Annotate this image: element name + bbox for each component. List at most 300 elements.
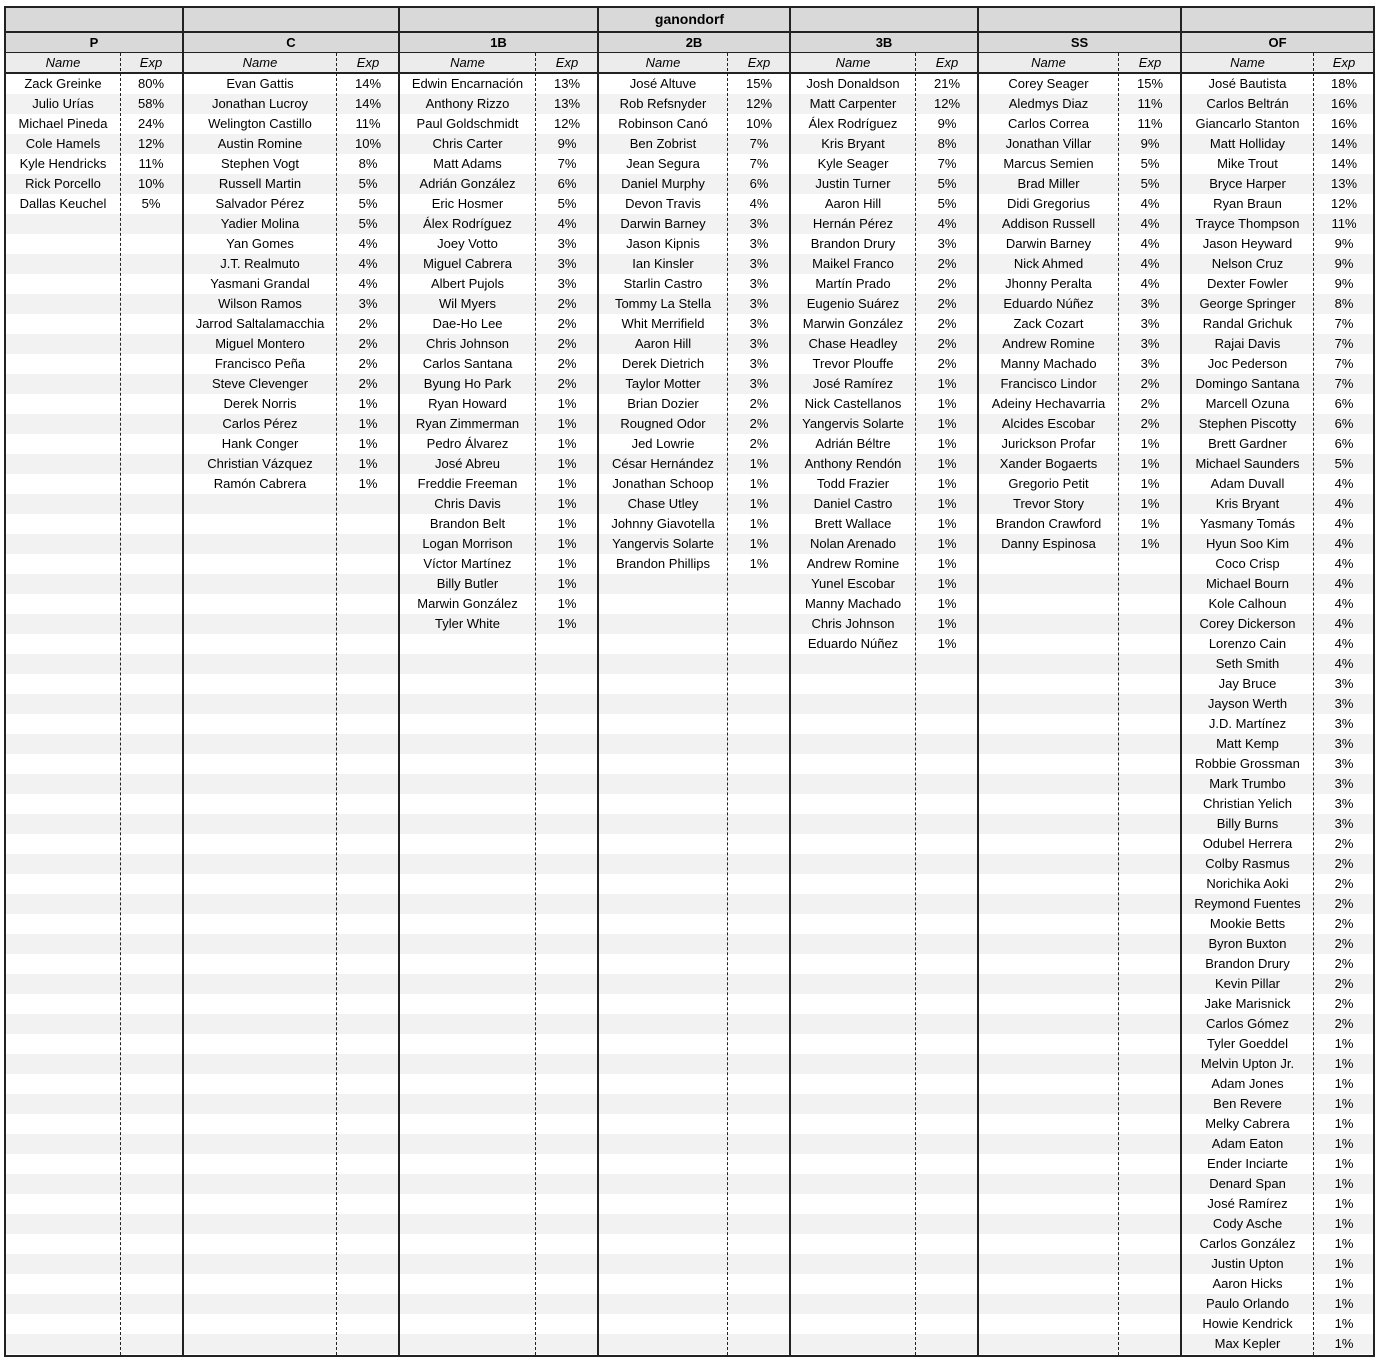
player-name: Marcus Semien	[1003, 156, 1094, 171]
table-row	[1182, 974, 1373, 994]
table-row	[184, 234, 398, 254]
table-row	[6, 994, 182, 1014]
player-name: Joey Votto	[437, 236, 498, 251]
player-exposure: 2%	[358, 356, 378, 371]
player-name: Yangervis Solarte	[802, 416, 904, 431]
player-exposure: 1%	[358, 396, 378, 411]
player-rows	[6, 74, 182, 1354]
position-header: C	[184, 33, 398, 53]
table-row	[184, 1074, 398, 1094]
player-name: Tommy La Stella	[614, 296, 712, 311]
table-row	[791, 294, 977, 314]
player-name: Ender Inciarte	[1207, 1156, 1288, 1171]
player-name: Dexter Fowler	[1207, 276, 1288, 291]
table-row	[6, 74, 182, 94]
player-name: Ryan Zimmerman	[415, 416, 520, 431]
table-row	[400, 1114, 597, 1134]
table-row	[791, 354, 977, 374]
player-exposure: 2%	[1334, 976, 1354, 991]
player-exposure: 6%	[1334, 416, 1354, 431]
table-row	[400, 294, 597, 314]
player-name: Josh Donaldson	[806, 76, 900, 91]
table-row	[6, 274, 182, 294]
table-row	[1182, 294, 1373, 314]
player-exposure: 1%	[1334, 1336, 1354, 1351]
table-row	[979, 1134, 1180, 1154]
table-row	[979, 154, 1180, 174]
table-row	[184, 334, 398, 354]
table-row	[979, 734, 1180, 754]
name-column-header: Name	[242, 55, 278, 70]
table-row	[599, 814, 789, 834]
player-name: Jed Lowrie	[631, 436, 695, 451]
table-row	[6, 1014, 182, 1034]
player-exposure: 2%	[358, 336, 378, 351]
table-row	[791, 854, 977, 874]
player-name: Álex Rodríguez	[423, 216, 512, 231]
table-row	[979, 454, 1180, 474]
player-name: Nick Castellanos	[804, 396, 902, 411]
table-row	[184, 654, 398, 674]
table-row	[791, 274, 977, 294]
table-row	[979, 334, 1180, 354]
table-row	[184, 134, 398, 154]
player-name: Taylor Motter	[625, 376, 701, 391]
player-exposure: 5%	[1140, 156, 1160, 171]
column-divider	[120, 53, 121, 1355]
player-name: Bryce Harper	[1209, 176, 1286, 191]
player-name: Trevor Plouffe	[812, 356, 894, 371]
table-row	[184, 1314, 398, 1334]
table-row	[400, 834, 597, 854]
player-name: Jonathan Schoop	[612, 476, 714, 491]
table-row	[184, 374, 398, 394]
table-row	[979, 174, 1180, 194]
player-name: Daniel Castro	[813, 496, 893, 511]
player-name: Carlos González	[1199, 1236, 1296, 1251]
table-row	[979, 1094, 1180, 1114]
player-exposure: 1%	[749, 476, 769, 491]
player-rows	[184, 74, 398, 1354]
player-exposure: 3%	[749, 296, 769, 311]
player-exposure: 3%	[937, 236, 957, 251]
player-exposure: 3%	[1140, 356, 1160, 371]
player-name: Tyler Goeddel	[1207, 1036, 1288, 1051]
table-row	[184, 954, 398, 974]
table-row	[791, 214, 977, 234]
player-name: Yan Gomes	[226, 236, 294, 251]
table-row	[1182, 574, 1373, 594]
player-name: Max Kepler	[1214, 1336, 1281, 1351]
table-row	[400, 654, 597, 674]
player-name: Yunel Escobar	[811, 576, 895, 591]
table-row	[791, 694, 977, 714]
table-row	[400, 514, 597, 534]
player-exposure: 9%	[937, 116, 957, 131]
table-row	[1182, 1134, 1373, 1154]
player-name: Matt Carpenter	[809, 96, 897, 111]
table-row	[184, 754, 398, 774]
name-column-header: Name	[1230, 55, 1265, 70]
table-row	[979, 994, 1180, 1014]
player-exposure: 9%	[1334, 236, 1354, 251]
table-row	[400, 1314, 597, 1334]
table-row	[979, 134, 1180, 154]
table-row	[599, 1274, 789, 1294]
player-name: Carlos Correa	[1008, 116, 1089, 131]
table-row	[791, 614, 977, 634]
table-row	[184, 1194, 398, 1214]
table-row	[791, 174, 977, 194]
table-row	[400, 714, 597, 734]
player-exposure: 3%	[358, 296, 378, 311]
player-name: Carlos Santana	[422, 356, 513, 371]
table-row	[791, 94, 977, 114]
table-row	[599, 1294, 789, 1314]
table-row	[400, 274, 597, 294]
player-exposure: 4%	[1334, 596, 1354, 611]
player-exposure: 1%	[937, 556, 957, 571]
table-row	[6, 254, 182, 274]
table-row	[400, 414, 597, 434]
player-name: Jurickson Profar	[1001, 436, 1096, 451]
table-row	[791, 594, 977, 614]
player-name: Corey Seager	[1008, 76, 1089, 91]
table-row	[6, 614, 182, 634]
table-row	[6, 714, 182, 734]
player-name: Melvin Upton Jr.	[1200, 1056, 1295, 1071]
table-row	[979, 554, 1180, 574]
table-row	[599, 634, 789, 654]
table-row	[400, 1294, 597, 1314]
player-exposure: 11%	[138, 156, 164, 171]
table-row	[184, 194, 398, 214]
table-row	[599, 954, 789, 974]
table-row	[791, 434, 977, 454]
table-row	[1182, 854, 1373, 874]
table-row	[599, 1254, 789, 1274]
player-exposure: 1%	[937, 496, 957, 511]
player-name: Gregorio Petit	[1008, 476, 1089, 491]
player-exposure: 3%	[557, 236, 577, 251]
player-exposure: 13%	[553, 76, 581, 91]
table-row	[6, 654, 182, 674]
table-row	[979, 114, 1180, 134]
player-name: Jayson Werth	[1207, 696, 1288, 711]
player-exposure: 4%	[1334, 576, 1354, 591]
table-row	[6, 234, 182, 254]
table-row	[791, 134, 977, 154]
player-exposure: 15%	[1136, 76, 1164, 91]
column-divider	[535, 53, 536, 1355]
player-exposure: 1%	[557, 556, 577, 571]
table-row	[400, 694, 597, 714]
player-exposure: 4%	[1140, 256, 1160, 271]
player-exposure: 6%	[1334, 396, 1354, 411]
player-exposure: 1%	[1140, 436, 1160, 451]
table-row	[6, 554, 182, 574]
table-row	[1182, 1094, 1373, 1114]
table-row	[1182, 1114, 1373, 1134]
player-name: Steve Clevenger	[211, 376, 309, 391]
table-row	[184, 294, 398, 314]
table-row	[1182, 74, 1373, 94]
table-row	[400, 1194, 597, 1214]
player-exposure: 4%	[749, 196, 769, 211]
player-exposure: 12%	[137, 136, 165, 151]
player-name: Wil Myers	[438, 296, 497, 311]
table-row	[6, 314, 182, 334]
table-row	[979, 794, 1180, 814]
table-row	[1182, 314, 1373, 334]
player-exposure: 2%	[937, 256, 957, 271]
player-name: Norichika Aoki	[1206, 876, 1289, 891]
player-exposure: 2%	[937, 276, 957, 291]
table-row	[400, 94, 597, 114]
table-row	[184, 714, 398, 734]
player-exposure: 3%	[749, 216, 769, 231]
player-exposure: 1%	[1334, 1216, 1354, 1231]
player-exposure: 2%	[937, 336, 957, 351]
player-exposure: 4%	[1140, 196, 1160, 211]
player-name: Marwin González	[802, 316, 904, 331]
player-exposure: 7%	[749, 156, 769, 171]
player-exposure: 5%	[358, 216, 378, 231]
player-exposure: 1%	[557, 536, 577, 551]
table-row	[400, 854, 597, 874]
player-name: Andrew Romine	[806, 556, 900, 571]
table-row	[184, 594, 398, 614]
player-name: Ramón Cabrera	[213, 476, 307, 491]
position-header: 1B	[400, 33, 597, 53]
table-row	[791, 574, 977, 594]
player-exposure: 2%	[358, 376, 378, 391]
table-row	[979, 914, 1180, 934]
table-row	[184, 694, 398, 714]
table-row	[1182, 1294, 1373, 1314]
player-name: Rick Porcello	[25, 176, 101, 191]
table-row	[599, 1074, 789, 1094]
table-row	[979, 934, 1180, 954]
player-exposure: 3%	[749, 236, 769, 251]
player-exposure: 1%	[749, 536, 769, 551]
player-exposure: 80%	[137, 76, 165, 91]
player-exposure: 4%	[1334, 556, 1354, 571]
player-exposure: 8%	[937, 136, 957, 151]
table-row	[791, 1334, 977, 1354]
player-name: Ryan Howard	[428, 396, 507, 411]
exp-column-header: Exp	[1332, 55, 1356, 70]
table-row	[6, 194, 182, 214]
player-name: Ian Kinsler	[632, 256, 694, 271]
table-row	[979, 894, 1180, 914]
table-row	[6, 854, 182, 874]
table-row	[6, 874, 182, 894]
player-exposure: 3%	[1334, 776, 1354, 791]
table-row	[979, 854, 1180, 874]
table-row	[6, 214, 182, 234]
table-row	[599, 334, 789, 354]
player-name: Manny Machado	[1000, 356, 1097, 371]
player-exposure: 21%	[933, 76, 961, 91]
table-row	[184, 1274, 398, 1294]
player-exposure: 8%	[358, 156, 378, 171]
player-name: Freddie Freeman	[417, 476, 518, 491]
table-row	[979, 1014, 1180, 1034]
table-row	[1182, 1334, 1373, 1354]
table-row	[979, 94, 1180, 114]
player-exposure: 4%	[1334, 616, 1354, 631]
player-exposure: 8%	[1334, 296, 1354, 311]
player-name: Kris Bryant	[821, 136, 885, 151]
table-row	[979, 1194, 1180, 1214]
player-name: Didi Gregorius	[1006, 196, 1091, 211]
name-column-header: Name	[645, 55, 681, 70]
player-exposure: 11%	[1331, 216, 1357, 231]
table-row	[184, 554, 398, 574]
player-exposure: 10%	[137, 176, 165, 191]
table-row	[1182, 174, 1373, 194]
table-row	[1182, 714, 1373, 734]
player-exposure: 1%	[1334, 1116, 1354, 1131]
player-exposure: 1%	[1334, 1276, 1354, 1291]
table-row	[6, 1234, 182, 1254]
exp-column-header: Exp	[747, 55, 771, 70]
player-exposure: 2%	[557, 296, 577, 311]
table-row	[1182, 154, 1373, 174]
table-row	[6, 974, 182, 994]
table-row	[184, 774, 398, 794]
table-row	[1182, 794, 1373, 814]
player-exposure: 1%	[749, 516, 769, 531]
table-row	[400, 934, 597, 954]
player-name: Edwin Encarnación	[411, 76, 524, 91]
player-name: Marwin González	[417, 596, 518, 611]
table-row	[400, 614, 597, 634]
position-block-1b	[398, 8, 597, 1355]
table-row	[184, 114, 398, 134]
player-exposure: 1%	[557, 616, 577, 631]
table-row	[791, 994, 977, 1014]
player-exposure: 2%	[1334, 856, 1354, 871]
table-row	[400, 234, 597, 254]
table-row	[1182, 534, 1373, 554]
player-name: Jarrod Saltalamacchia	[195, 316, 325, 331]
table-row	[979, 394, 1180, 414]
position-header: SS	[979, 33, 1180, 53]
player-exposure: 2%	[557, 376, 577, 391]
player-name: Anthony Rizzo	[425, 96, 510, 111]
table-row	[400, 494, 597, 514]
table-row	[1182, 474, 1373, 494]
player-exposure: 3%	[749, 276, 769, 291]
table-row	[400, 1214, 597, 1234]
player-name: Chris Carter	[432, 136, 503, 151]
name-column-header: Name	[835, 55, 871, 70]
player-exposure: 1%	[1334, 1076, 1354, 1091]
player-name: Francisco Peña	[214, 356, 306, 371]
player-exposure: 1%	[937, 436, 957, 451]
table-row	[1182, 754, 1373, 774]
player-exposure: 9%	[1334, 276, 1354, 291]
player-exposure: 1%	[1334, 1056, 1354, 1071]
position-block-ss	[977, 8, 1180, 1355]
player-exposure: 1%	[358, 456, 378, 471]
player-name: Lorenzo Cain	[1208, 636, 1287, 651]
table-row	[791, 934, 977, 954]
table-row	[599, 494, 789, 514]
table-row	[599, 534, 789, 554]
player-exposure: 1%	[557, 576, 577, 591]
table-row	[599, 914, 789, 934]
table-row	[979, 634, 1180, 654]
table-row	[6, 814, 182, 834]
player-exposure: 1%	[937, 416, 957, 431]
player-exposure: 7%	[1334, 336, 1354, 351]
table-row	[6, 1214, 182, 1234]
table-row	[6, 294, 182, 314]
table-row	[6, 1194, 182, 1214]
player-name: Odubel Herrera	[1202, 836, 1293, 851]
table-row	[979, 1054, 1180, 1074]
player-name: Starlin Castro	[623, 276, 703, 291]
player-name: Logan Morrison	[422, 536, 513, 551]
table-row	[599, 774, 789, 794]
player-name: Rajai Davis	[1214, 336, 1281, 351]
table-row	[400, 154, 597, 174]
player-exposure: 1%	[1334, 1296, 1354, 1311]
player-name: Marcell Ozuna	[1205, 396, 1290, 411]
table-row	[979, 574, 1180, 594]
table-row	[599, 1174, 789, 1194]
table-row	[184, 1234, 398, 1254]
table-row	[400, 914, 597, 934]
player-exposure: 3%	[749, 256, 769, 271]
table-row	[6, 334, 182, 354]
player-name: Víctor Martínez	[423, 556, 512, 571]
player-exposure: 1%	[358, 476, 378, 491]
table-row	[400, 1094, 597, 1114]
player-exposure: 3%	[749, 356, 769, 371]
table-row	[979, 494, 1180, 514]
table-row	[1182, 234, 1373, 254]
table-row	[184, 1134, 398, 1154]
player-name: Jason Kipnis	[626, 236, 700, 251]
player-exposure: 5%	[557, 196, 577, 211]
player-exposure: 14%	[354, 96, 382, 111]
table-row	[979, 1234, 1180, 1254]
table-row	[791, 794, 977, 814]
position-header: OF	[1182, 33, 1373, 53]
table-row	[599, 554, 789, 574]
table-row	[6, 1294, 182, 1314]
table-row	[599, 854, 789, 874]
player-exposure: 1%	[937, 616, 957, 631]
table-row	[979, 514, 1180, 534]
player-name: J.D. Martínez	[1208, 716, 1287, 731]
table-row	[1182, 894, 1373, 914]
player-name: Kris Bryant	[1215, 496, 1280, 511]
table-row	[400, 814, 597, 834]
player-exposure: 2%	[1334, 936, 1354, 951]
player-name: Billy Butler	[436, 576, 499, 591]
table-row	[1182, 214, 1373, 234]
table-row	[599, 394, 789, 414]
exposure-sheet	[4, 6, 1375, 1357]
table-row	[184, 1174, 398, 1194]
table-row	[979, 814, 1180, 834]
table-row	[400, 894, 597, 914]
